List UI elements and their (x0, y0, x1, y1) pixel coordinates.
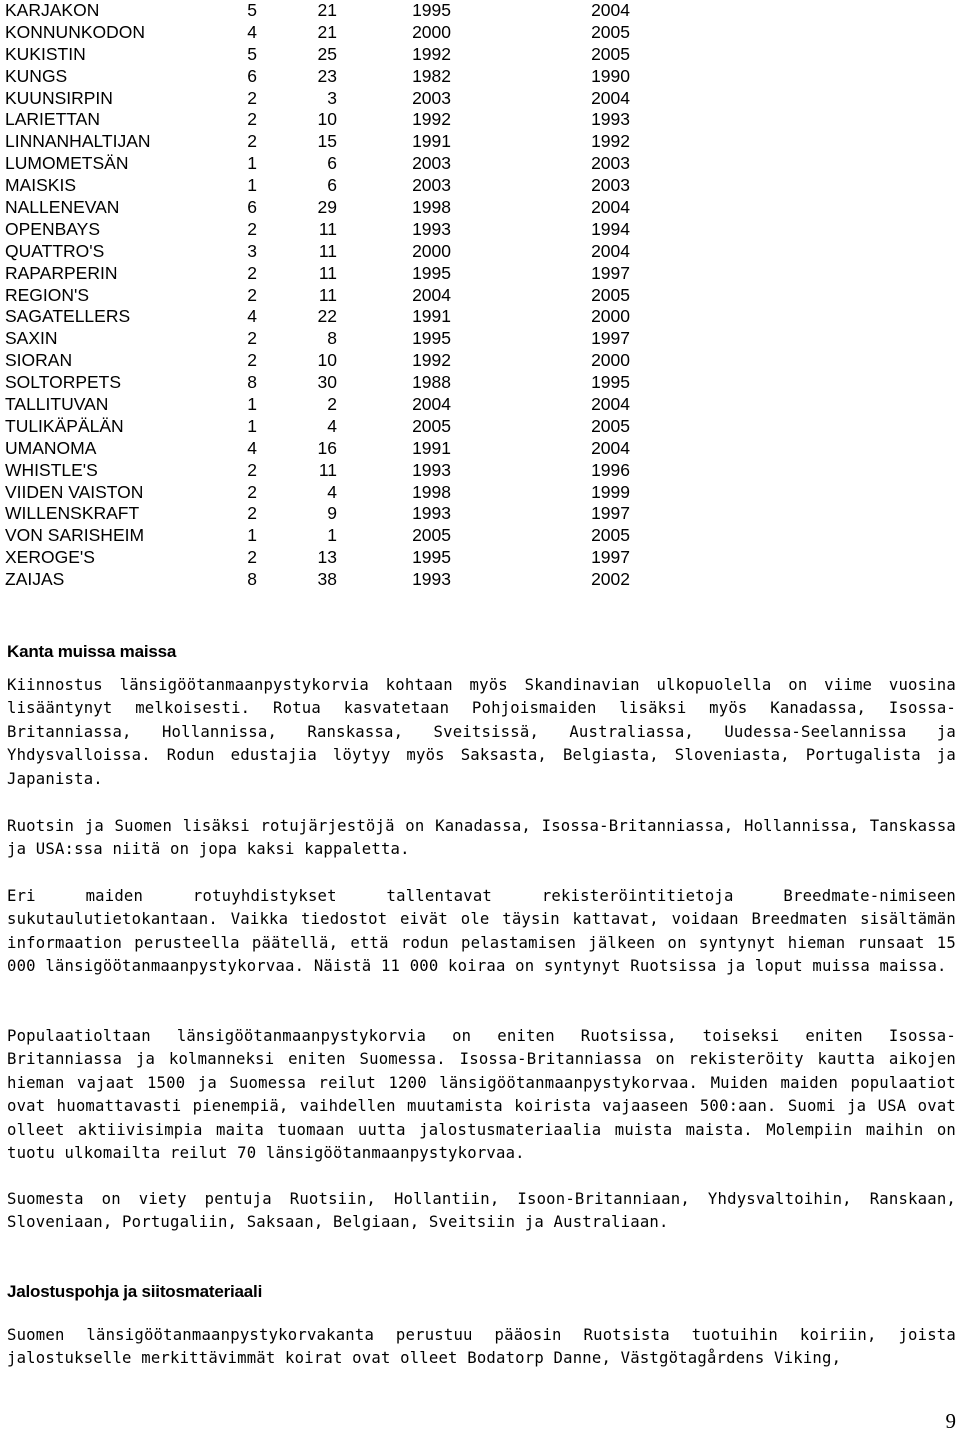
table-row (5, 372, 645, 394)
first-year: 1998 (412, 197, 451, 218)
kennel-name: WILLENSKRAFT (5, 503, 140, 524)
puppies-count: 3 (327, 87, 337, 108)
puppies-count: 21 (317, 0, 337, 20)
table-row (5, 219, 645, 241)
last-year: 1994 (591, 218, 630, 239)
litters-count: 4 (247, 306, 257, 327)
first-year: 1995 (412, 0, 451, 20)
first-year: 1993 (412, 459, 451, 480)
last-year: 1996 (591, 459, 630, 480)
last-year: 2005 (591, 21, 630, 42)
table-row (5, 263, 645, 285)
last-year: 1993 (591, 109, 630, 130)
litters-count: 2 (247, 547, 257, 568)
first-year: 1992 (412, 109, 451, 130)
last-year: 1997 (591, 262, 630, 283)
first-year: 1982 (412, 65, 451, 86)
table-row (5, 197, 645, 219)
litters-count: 2 (247, 459, 257, 480)
kennel-table (5, 0, 645, 591)
table-row (5, 328, 645, 350)
kennel-name: SIORAN (5, 350, 73, 371)
first-year: 2005 (412, 525, 451, 546)
litters-count: 5 (247, 43, 257, 64)
puppies-count: 4 (327, 481, 337, 502)
paragraph-6: Suomen länsigöötanmaanpystykorvakanta perustuu pääosin Ruotsista tuotuihin koiriin, joista jalostukselle merkittävimmät koirat ovat olleet Bodatorp Danne, Västgötagårdens Viking, (7, 1326, 956, 1368)
puppies-count: 10 (317, 109, 337, 130)
litters-count: 1 (247, 394, 257, 415)
litters-count: 3 (247, 240, 257, 261)
last-year: 2000 (591, 306, 630, 327)
table-row (5, 66, 645, 88)
first-year: 1998 (412, 481, 451, 502)
puppies-count: 11 (318, 262, 337, 283)
litters-count: 8 (247, 569, 257, 590)
last-year: 2003 (591, 153, 630, 174)
kennel-name: TULIKÄPÄLÄN (5, 415, 124, 436)
puppies-count: 30 (317, 372, 337, 393)
table-row (5, 416, 645, 438)
puppies-count: 6 (327, 175, 337, 196)
litters-count: 2 (247, 481, 257, 502)
litters-count: 2 (247, 284, 257, 305)
litters-count: 1 (247, 415, 257, 436)
first-year: 1993 (412, 218, 451, 239)
puppies-count: 16 (317, 437, 337, 458)
table-row (5, 482, 645, 504)
paragraph-2: Ruotsin ja Suomen lisäksi rotujärjestöjä on Kanadassa, Isossa-Britanniassa, Hollannissa, Tanskassa ja USA:ssa niitä on jopa kaksi kappaletta. (7, 817, 956, 859)
table-row (5, 525, 645, 547)
litters-count: 6 (247, 197, 257, 218)
litters-count: 2 (247, 328, 257, 349)
table-row (5, 569, 645, 591)
litters-count: 6 (247, 65, 257, 86)
kennel-name: SAXIN (5, 328, 58, 349)
first-year: 2000 (412, 21, 451, 42)
puppies-count: 11 (318, 459, 337, 480)
kennel-name: KONNUNKODON (5, 21, 146, 42)
table-row (5, 153, 645, 175)
last-year: 2004 (591, 87, 630, 108)
puppies-count: 38 (317, 569, 337, 590)
last-year: 2005 (591, 525, 630, 546)
table-row (5, 503, 645, 525)
litters-count: 2 (247, 350, 257, 371)
section-heading-breeding-base: Jalostuspohja ja siitosmateriaali (7, 1282, 263, 1301)
kennel-name: WHISTLE'S (5, 459, 98, 480)
first-year: 2004 (412, 284, 451, 305)
paragraph-4: Populaatioltaan länsigöötanmaanpystykorvia on eniten Ruotsissa, toiseksi eniten Isossa-Britanniassa ja kolmanneksi eniten Suomessa. Isossa-Britanniassa on rekisteröity kautta aikojen hieman vajaat 1500 ja Suomessa reilut 1200 länsigöötanmaanpystykorvaa. Muiden maiden populaatiot ovat huomattavasti pienempiä, vaihdellen muutamista koirista vajaaseen 500:aan. Suomi ja USA ovat olleet aktiivisimpia maita tuomaan uutta jalostusmateriaalia muista maista. Molempiin maihin on tuotu ulkomailta reilut 70 länsigöötanmaanpystykorvaa. (7, 1027, 956, 1163)
kennel-name: KUUNSIRPIN (5, 87, 113, 108)
last-year: 2004 (591, 197, 630, 218)
table-row (5, 44, 645, 66)
last-year: 2003 (591, 175, 630, 196)
paragraph-1: Kiinnostus länsigöötanmaanpystykorvia kohtaan myös Skandinavian ulkopuolella on viime vuosina lisääntynyt melkoisesti. Rotua kasvatetaan Pohjoismaiden lisäksi myös Kanadassa, Isossa-Britanniassa, Hollannissa, Ranskassa, Sveitsissä, Australiassa, Uudessa-Seelannissa ja Yhdysvalloissa. Rodun edustajia löytyy myös Saksasta, Belgiasta, Sloveniasta, Portugalista ja Japanista. (7, 676, 956, 788)
puppies-count: 22 (317, 306, 337, 327)
kennel-name: UMANOMA (5, 437, 97, 458)
first-year: 1991 (412, 131, 451, 152)
kennel-name: VON SARISHEIM (5, 525, 145, 546)
puppies-count: 15 (317, 131, 337, 152)
litters-count: 2 (247, 218, 257, 239)
puppies-count: 11 (318, 218, 337, 239)
kennel-name: SOLTORPETS (5, 372, 122, 393)
last-year: 2005 (591, 415, 630, 436)
kennel-name: SAGATELLERS (5, 306, 131, 327)
kennel-name: LUMOMETSÄN (5, 153, 129, 174)
last-year: 1997 (591, 503, 630, 524)
last-year: 2004 (591, 394, 630, 415)
kennel-name: ZAIJAS (5, 569, 65, 590)
kennel-name: KARJAKON (5, 0, 100, 20)
litters-count: 4 (247, 437, 257, 458)
first-year: 1992 (412, 43, 451, 64)
first-year: 2003 (412, 153, 451, 174)
last-year: 1999 (591, 481, 630, 502)
first-year: 1993 (412, 503, 451, 524)
first-year: 2005 (412, 415, 451, 436)
table-row (5, 306, 645, 328)
litters-count: 1 (247, 525, 257, 546)
kennel-name: XEROGE'S (5, 547, 95, 568)
last-year: 2005 (591, 284, 630, 305)
litters-count: 2 (247, 262, 257, 283)
table-row (5, 175, 645, 197)
table-row (5, 285, 645, 307)
puppies-count: 2 (327, 394, 337, 415)
puppies-count: 25 (317, 43, 337, 64)
first-year: 1988 (412, 372, 451, 393)
last-year: 1997 (591, 328, 630, 349)
last-year: 1990 (591, 65, 630, 86)
first-year: 1991 (412, 306, 451, 327)
kennel-name: LINNANHALTIJAN (5, 131, 151, 152)
litters-count: 5 (247, 0, 257, 20)
first-year: 2000 (412, 240, 451, 261)
first-year: 2004 (412, 394, 451, 415)
table-row (5, 460, 645, 482)
last-year: 2002 (591, 569, 630, 590)
table-row (5, 88, 645, 110)
kennel-name: OPENBAYS (5, 218, 100, 239)
litters-count: 1 (247, 175, 257, 196)
page-number: 9 (945, 1409, 956, 1433)
first-year: 1993 (412, 569, 451, 590)
first-year: 1995 (412, 547, 451, 568)
table-row (5, 22, 645, 44)
puppies-count: 9 (327, 503, 337, 524)
puppies-count: 21 (317, 21, 337, 42)
puppies-count: 10 (317, 350, 337, 371)
section-heading-other-countries: Kanta muissa maissa (7, 642, 177, 661)
litters-count: 4 (247, 21, 257, 42)
last-year: 2005 (591, 43, 630, 64)
last-year: 2004 (591, 0, 630, 20)
kennel-name: LARIETTAN (5, 109, 100, 130)
puppies-count: 1 (327, 525, 337, 546)
puppies-count: 23 (317, 65, 337, 86)
last-year: 2004 (591, 437, 630, 458)
last-year: 2000 (591, 350, 630, 371)
first-year: 2003 (412, 87, 451, 108)
kennel-name: KUKISTIN (5, 43, 86, 64)
puppies-count: 8 (327, 328, 337, 349)
paragraph-5: Suomesta on viety pentuja Ruotsiin, Hollantiin, Isoon-Britanniaan, Yhdysvaltoihin, Ranskaan, Sloveniaan, Portugaliin, Saksaan, Belgiaan, Sveitsiin ja Australiaan. (7, 1190, 956, 1232)
table-row (5, 394, 645, 416)
table-row (5, 109, 645, 131)
litters-count: 8 (247, 372, 257, 393)
last-year: 1997 (591, 547, 630, 568)
first-year: 1991 (412, 437, 451, 458)
table-row (5, 241, 645, 263)
kennel-name: QUATTRO'S (5, 240, 105, 261)
kennel-name: KUNGS (5, 65, 68, 86)
litters-count: 1 (247, 153, 257, 174)
litters-count: 2 (247, 131, 257, 152)
table-row (5, 350, 645, 372)
table-row (5, 0, 645, 22)
kennel-name: MAISKIS (5, 175, 76, 196)
puppies-count: 29 (317, 197, 337, 218)
table-row (5, 547, 645, 569)
first-year: 2003 (412, 175, 451, 196)
table-row (5, 131, 645, 153)
kennel-name: VIIDEN VAISTON (5, 481, 144, 502)
last-year: 1995 (591, 372, 630, 393)
paragraph-3: Eri maiden rotuyhdistykset tallentavat rekisteröintitietoja Breedmate-nimiseen sukutaulutietokantaan. Vaikka tiedostot eivät ole täysin kattavat, voidaan Breedmaten sisältämän informaation perusteella päätellä, että rodun pelastamisen jälkeen on syntynyt hieman runsaat 15 000 länsigöötanmaanpystykorvaa. Näistä 11 000 koiraa on syntynyt Ruotsissa ja loput muissa maissa. (7, 887, 956, 976)
kennel-name: REGION'S (5, 284, 90, 305)
puppies-count: 13 (317, 547, 337, 568)
litters-count: 2 (247, 503, 257, 524)
kennel-name: NALLENEVAN (5, 197, 120, 218)
first-year: 1995 (412, 328, 451, 349)
litters-count: 2 (247, 87, 257, 108)
puppies-count: 4 (327, 415, 337, 436)
last-year: 2004 (591, 240, 630, 261)
puppies-count: 11 (318, 284, 337, 305)
kennel-name: TALLITUVAN (5, 394, 109, 415)
puppies-count: 11 (318, 240, 337, 261)
last-year: 1992 (591, 131, 630, 152)
kennel-name: RAPARPERIN (5, 262, 118, 283)
litters-count: 2 (247, 109, 257, 130)
first-year: 1995 (412, 262, 451, 283)
puppies-count: 6 (327, 153, 337, 174)
first-year: 1992 (412, 350, 451, 371)
table-row (5, 438, 645, 460)
